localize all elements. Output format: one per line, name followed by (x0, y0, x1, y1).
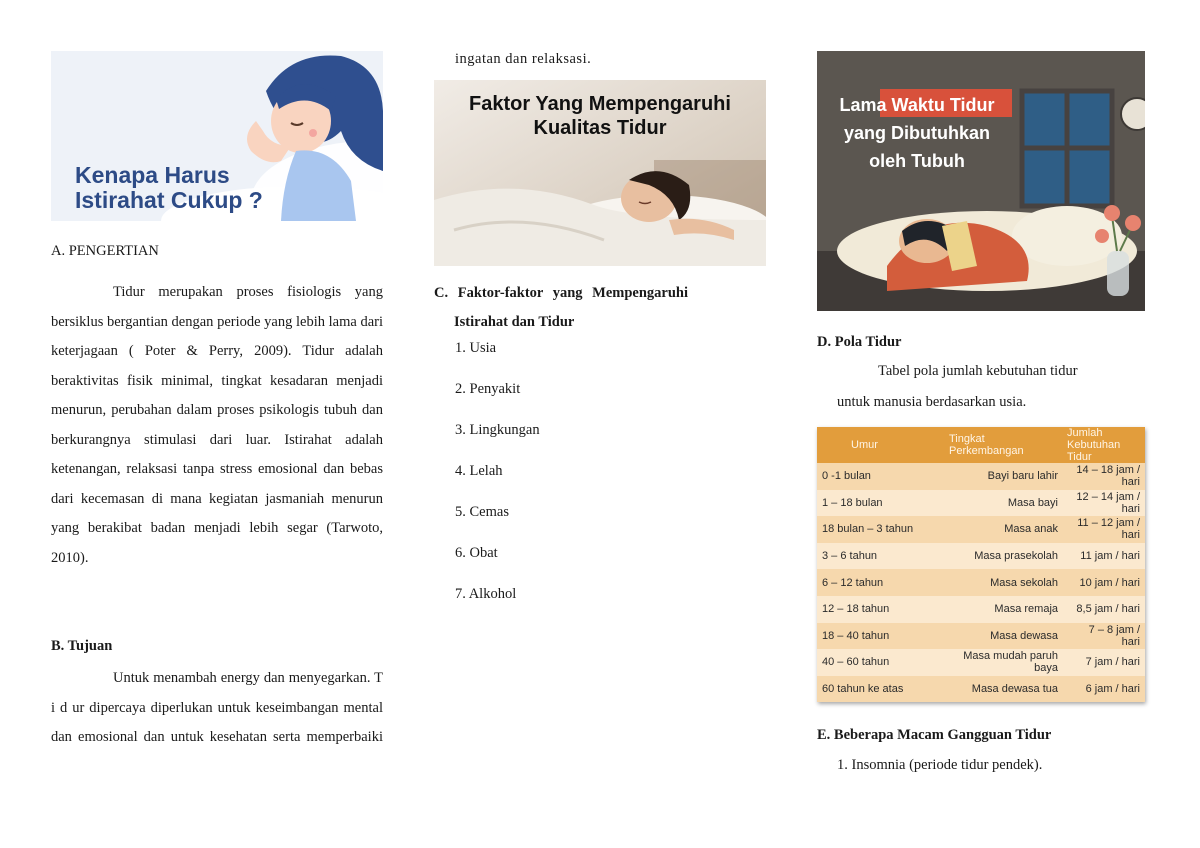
section-d-line2: untuk manusia berdasarkan usia. (837, 394, 1027, 410)
table-cell: 7 – 8 jam / hari (1063, 623, 1145, 650)
banner-title-line1: Kenapa Harus (75, 162, 230, 188)
table-cell: 12 – 14 jam / hari (1063, 490, 1145, 517)
continuation-text: ingatan dan relaksasi. (455, 51, 592, 67)
table-row (817, 596, 1145, 623)
table-cell: 6 jam / hari (1063, 676, 1145, 703)
bedroom-sleeping-illustration (817, 51, 1145, 311)
section-b-text: Untuk menambah energy dan menyegarkan. T i d ur dipercaya diperlukan untuk keseimbangan mental dan emosional dan untuk kesehatan serta memperbaiki (51, 670, 383, 745)
table-cell: 12 – 18 tahun (817, 596, 945, 623)
table-row (817, 676, 1145, 703)
table-cell: 1 – 18 bulan (817, 490, 945, 517)
banner-rest-image (51, 51, 383, 221)
list-item: 7. Alkohol (455, 586, 517, 602)
banner-title-line2: Istirahat Cukup ? (75, 187, 263, 213)
banner-title-line1: Lama Waktu Tidur (839, 95, 995, 115)
list-item: 3. Lingkungan (455, 422, 540, 438)
section-e-heading: E. Beberapa Macam Gangguan Tidur (817, 727, 1052, 743)
section-a-text: Tidur merupakan proses fisiologis yang bersiklus bergantian dengan periode yang lebih lama dari keterjagaan ( Poter & Perry, 2009). Tidur adalah beraktivitas fisik minimal, tingkat kesadaran menjadi menurun, perubahan dalam proses psikologis tubuh dan berkurangnya stimulasi dari luar. Istirahat adalah ketenangan, relaksasi tanpa stress emosional dan bebas dari kecemasan di mana kegiatan jasmaniah menurun yang berakibat badan menjadi lebih segar (Tarwoto, 2010). (51, 284, 383, 566)
banner-title-line1: Faktor Yang Mempengaruhi (469, 93, 731, 115)
section-c-heading-line2: Istirahat dan Tidur (454, 314, 575, 330)
list-item: 6. Obat (455, 545, 498, 561)
sleep-needs-table-wrapper (817, 427, 1145, 702)
section-d-heading: D. Pola Tidur (817, 334, 902, 350)
table-cell: Masa mudah paruh baya (945, 649, 1063, 676)
table-cell: Masa remaja (945, 596, 1063, 623)
table-cell: Masa dewasa (945, 623, 1063, 650)
table-row (817, 649, 1145, 676)
table-cell: 8,5 jam / hari (1063, 596, 1145, 623)
table-cell: Bayi baru lahir (945, 463, 1063, 490)
table-cell: Masa sekolah (945, 569, 1063, 596)
list-item: 2. Penyakit (455, 381, 521, 397)
banner-title-line2: Kualitas Tidur (533, 117, 667, 139)
table-cell: 6 – 12 tahun (817, 569, 945, 596)
table-cell: 3 – 6 tahun (817, 543, 945, 570)
factors-list (455, 338, 540, 625)
banner-sleep-duration-image (817, 51, 1145, 311)
table-cell: Masa bayi (945, 490, 1063, 517)
table-cell: Masa anak (945, 516, 1063, 543)
section-b-heading: B. Tujuan (51, 638, 113, 654)
table-row (817, 543, 1145, 570)
section-d-line1: Tabel pola jumlah kebutuhan tidur (878, 363, 1078, 379)
table-cell: 11 jam / hari (1063, 543, 1145, 570)
table-header-cell: Tingkat Perkembangan (945, 427, 1063, 463)
section-e-item1: 1. Insomnia (periode tidur pendek). (837, 757, 1043, 773)
table-header-cell: Jumlah Kebutuhan Tidur (1063, 427, 1145, 463)
table-row (817, 623, 1145, 650)
section-a-heading: A. PENGERTIAN (51, 243, 159, 259)
list-item: 1. Usia (455, 340, 497, 356)
table-cell: Masa dewasa tua (945, 676, 1063, 703)
table-header-row (817, 427, 1145, 463)
table-cell: 40 – 60 tahun (817, 649, 945, 676)
table-cell: 18 – 40 tahun (817, 623, 945, 650)
banner-factors-image (434, 80, 766, 266)
list-item: 4. Lelah (455, 463, 503, 479)
table-cell: Masa prasekolah (945, 543, 1063, 570)
list-item: 5. Cemas (455, 504, 509, 520)
table-cell: 18 bulan – 3 tahun (817, 516, 945, 543)
table-header-cell: Umur (817, 427, 945, 463)
banner-title-line3: oleh Tubuh (869, 151, 965, 171)
table-row (817, 516, 1145, 543)
sleep-needs-table (817, 427, 1145, 702)
banner-title-line2: yang Dibutuhkan (843, 123, 990, 143)
table-cell: 60 tahun ke atas (817, 676, 945, 703)
table-cell: 7 jam / hari (1063, 649, 1145, 676)
table-row (817, 463, 1145, 490)
section-c-heading-line1: C. Faktor-faktor yang Mempengaruhi (434, 285, 689, 301)
table-cell: 10 jam / hari (1063, 569, 1145, 596)
table-cell: 11 – 12 jam / hari (1063, 516, 1145, 543)
table-cell: 14 – 18 jam / hari (1063, 463, 1145, 490)
table-row (817, 490, 1145, 517)
table-cell: 0 -1 bulan (817, 463, 945, 490)
table-row (817, 569, 1145, 596)
